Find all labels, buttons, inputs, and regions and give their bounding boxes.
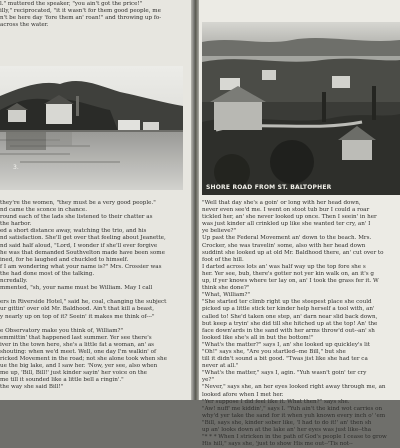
text-line: ncredally. bbox=[0, 278, 28, 285]
text-line: "She started ter climb right up the steepest place she could bbox=[202, 299, 372, 306]
text-line: tickled her, an' she never looked up once. Then I seein' in her bbox=[202, 214, 377, 221]
text-line: "* * * When I stricken in the path of God's people I cease to grow bbox=[202, 434, 387, 441]
text-line: ricked Movement in the road; not she alone took when she bbox=[0, 356, 167, 363]
text-line: picked up a little stick ter kinder help herself a tool with, an' bbox=[202, 306, 375, 313]
text-line: "Yer suppose I did feel like it. What then?" says she. bbox=[202, 398, 350, 405]
text-line: "What's the matter?" says I, an' she looked up quickley's lit bbox=[202, 341, 371, 348]
text-line: ye believe?" bbox=[202, 228, 237, 235]
left-page-top-text bbox=[0, 1, 184, 29]
text-line: never at all." bbox=[202, 363, 239, 370]
text-line: up an' looks down at the lake an' her eyes was just like--tha bbox=[202, 427, 372, 433]
text-line: round each of the lads she listened to their chatter as bbox=[0, 214, 153, 221]
text-line: "Aw! nuff' me kiddin'," says I. "Yuh ain't the kind wot carries on bbox=[202, 405, 383, 412]
photo-caption: SHORE ROAD FROM ST. BALTOPHER bbox=[206, 184, 332, 191]
text-line: looked afore when I met her. bbox=[202, 391, 284, 398]
text-line: suddint she looked up at old Mr. Baldhood there, an' cut over to bbox=[202, 249, 384, 256]
text-line: Up past the Federal Movement an' down to the beach. Mrs. bbox=[202, 235, 372, 242]
text-line: "What, William?" bbox=[202, 292, 251, 299]
text-line: ers in Riverside Hotel," said he, coal, changing the subject bbox=[0, 299, 167, 306]
text-line: called to! She'd taken one step, an' darn near slid back down, bbox=[202, 313, 378, 320]
text-line: ed a short distance away, watching the trio, and his bbox=[0, 228, 147, 235]
text-line: nd said half aloud, "Lord, I wonder if she'll ever forgive bbox=[0, 242, 158, 249]
text-line: think she done?" bbox=[202, 285, 250, 292]
text-line: was just kinder all crinkled up like she wanted ter cry, an' I bbox=[202, 221, 371, 228]
text-line: "Oh!" says she, "Are you startled--me Bill," but she bbox=[202, 348, 346, 355]
text-line: me up, 'Bill, Bill!' just kinder sayin' her voice on the bbox=[0, 370, 147, 377]
text-line: never even see'd me. I went on stoot tub bur I could a roar bbox=[202, 207, 370, 214]
shore-road-photograph bbox=[202, 22, 400, 195]
text-line: e Observatory make you think of, William?" bbox=[0, 327, 124, 334]
text-line: but keep a tryin' she did till she hitched up at the top! An' the bbox=[202, 320, 378, 327]
text-line: her. Yer see, bub, there's gotter not yer kin walk on, an it's g bbox=[202, 270, 375, 277]
harbor-photograph bbox=[0, 66, 183, 190]
text-line: he was that demanded Southvelton made have been some bbox=[0, 249, 165, 256]
text-line: foot of the hill. bbox=[202, 256, 244, 263]
text-line: ur gittin' over old Mr. Baldhood. Ain't that kill a beast, bbox=[0, 306, 155, 313]
text-line: looked like she's all in but the bottom!" bbox=[202, 334, 314, 341]
text-line: why'd yer take the sand for it when yuh known every inch o' 'em bbox=[202, 412, 386, 419]
text-line: His hill," says she, 'just to show His me out--'Tis not-- bbox=[202, 441, 353, 448]
text-line: face down'ards in the sand with her arms throw'd out--an' sh bbox=[202, 327, 375, 334]
text-line: ue the big lake, and I saw her. 'Now, yer see, also when bbox=[0, 363, 158, 370]
text-line: the harbor. bbox=[0, 221, 32, 228]
text-line: l." muttered the speaker, "you ain't got the price!" bbox=[0, 1, 143, 7]
right-page-body-text bbox=[202, 200, 398, 448]
text-line: illy," reciprocated, "it it wasn't for them good people, me bbox=[0, 8, 161, 15]
text-line: "Never," says she, an her eyes looked right away through me, an bbox=[202, 384, 386, 391]
text-line: mmented, "sh, your name must be William. May I call bbox=[0, 285, 153, 292]
text-line: y nearly up on top of it? Seein' it makes me think of---" bbox=[0, 313, 155, 320]
text-line: shouting: when we'd meet. Well, one day I'm walkin' of bbox=[0, 348, 157, 355]
text-line: the had done most of the talking. bbox=[0, 270, 95, 277]
left-page-body-text bbox=[0, 200, 184, 392]
text-line bbox=[0, 321, 184, 328]
text-line: they're the women, "they must be a very good people." bbox=[0, 200, 156, 206]
text-line bbox=[0, 292, 184, 299]
text-line: n't be here day 'fore them an' roan!" and throwing up fo- bbox=[0, 15, 162, 22]
text-line: till it didn't sound a bit good. "Twas jist like she had ter ca bbox=[202, 356, 368, 363]
text-line: "Bill, says she, kinder sober like, 'I had to do it!' an' then sh bbox=[202, 419, 372, 426]
book-gutter bbox=[191, 0, 199, 400]
text-line: "What's the matter," says I, agin. "Yuh wasn't goin' ter cry bbox=[202, 370, 367, 377]
text-line: iver in the town here, she's a little fat a woman, an' as bbox=[0, 341, 155, 348]
text-line: across the water. bbox=[0, 22, 49, 29]
text-line: "Well that day she's a goin' or long with her head down, bbox=[202, 200, 361, 206]
text-line: the way she said Bill!" bbox=[0, 384, 64, 391]
text-line: Crocker, she was travelin' some, also with her head down bbox=[202, 242, 366, 249]
text-line: nd satisfaction. She'll get over that feeling about Jeanette, bbox=[0, 235, 166, 242]
text-line: I darted across lots an' was half way up the top fore she s bbox=[202, 263, 366, 270]
text-line: ye?" bbox=[202, 377, 215, 384]
text-line: me till it sounded like a little bell a ringin'." bbox=[0, 377, 124, 384]
text-line: up, if yer knows where ter lay on, an' I took the grass fer it. W bbox=[202, 278, 379, 285]
text-line: nd came the sconce in chance. bbox=[0, 207, 88, 214]
plate-number: 3. bbox=[13, 164, 19, 171]
text-line: ined, for he laughed and chuckled to himself. bbox=[0, 256, 129, 263]
text-line: emmittin' that happened last summer. Yer see there's bbox=[0, 334, 152, 341]
text-line: f I am wondering what your name is?" Mrs. Crossier was bbox=[0, 263, 162, 270]
